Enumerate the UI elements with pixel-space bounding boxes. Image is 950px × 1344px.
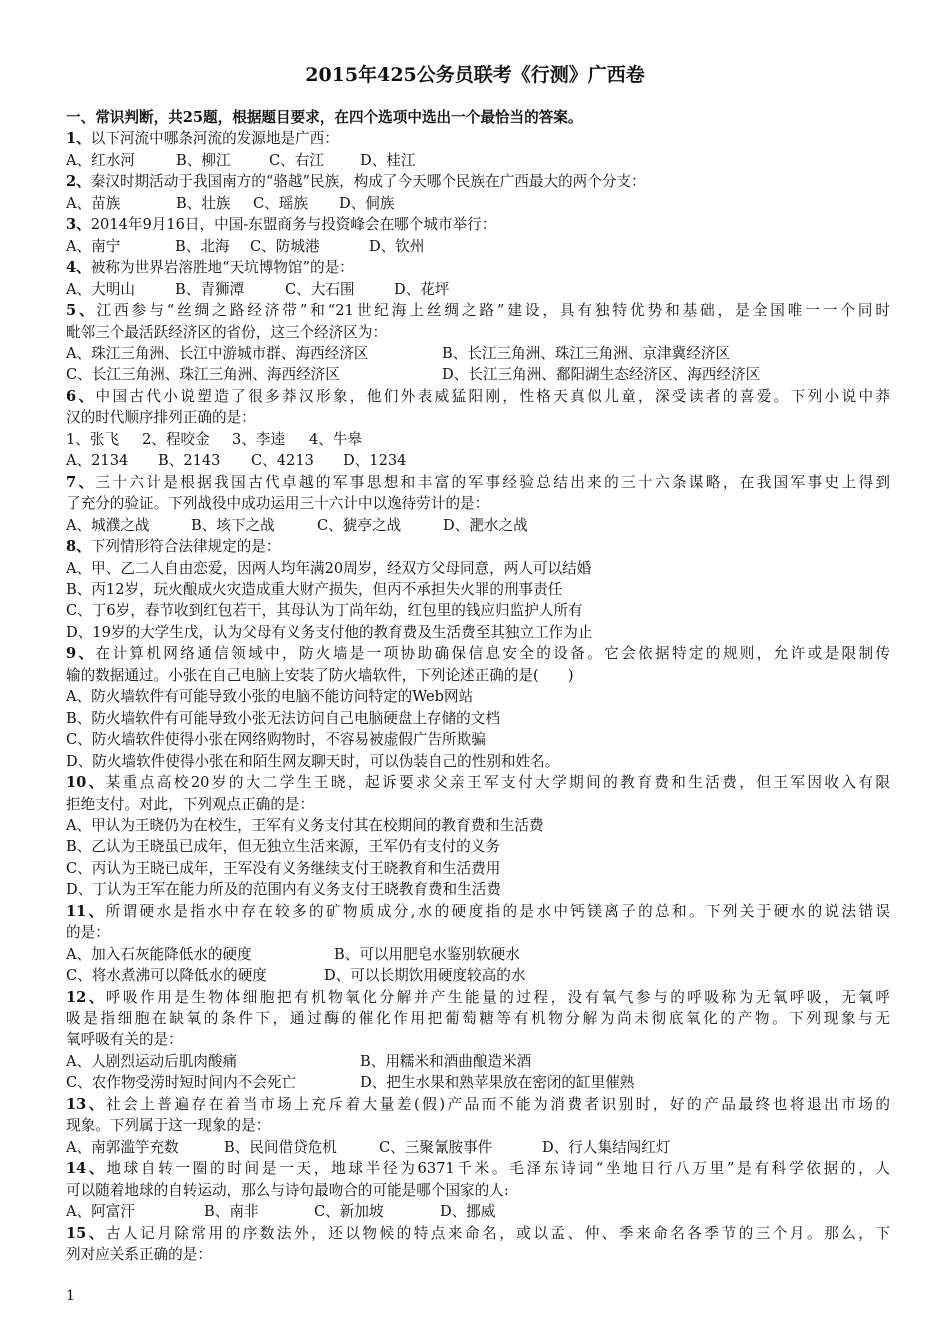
option-c: C、防城港: [250, 237, 320, 255]
option-b: B、长江三角洲、珠江三角洲、京津冀经济区: [442, 344, 731, 362]
option-a: A、城濮之战: [66, 516, 150, 534]
option-b: B、2143: [158, 452, 221, 470]
option-a: A、甲、乙二人自由恋爱，因两人均年满20周岁，经双方父母同意，两人可以结婚: [66, 559, 592, 577]
option-b: B、北海: [175, 237, 230, 255]
option-d: D、钦州: [369, 237, 425, 255]
section-heading: 一、常识判断，共25题，根据题目要求，在四个选项中选出一个最恰当的答案。: [66, 109, 583, 126]
question-12-stem-cont2: 氧呼吸有关的是：: [66, 1031, 183, 1049]
question-13-options: [66, 1137, 890, 1158]
option-c: C、大石围: [285, 280, 355, 298]
question-11-stem: 11、所谓硬水是指水中存在较多的矿物质成分,水的硬度指的是水中钙镁离子的总和。下列关于硬水的说法错误: [66, 902, 890, 920]
question-11-options-row2: [66, 965, 890, 986]
question-4-stem: 4、被称为世界岩溶胜地“天坑博物馆”的是：: [66, 259, 354, 277]
option-b: B、丙12岁，玩火酿成火灾造成重大财产损失，但丙不承担失火罪的刑事责任: [66, 580, 563, 598]
option-d: D、1234: [343, 452, 407, 470]
option-b: B、可以用肥皂水鉴别软硬水: [334, 945, 520, 963]
option-d: D、侗族: [339, 194, 395, 212]
question-14-stem-cont: 可以随着地球的自转运动，那么与诗句最吻合的可能是哪个国家的人:: [66, 1181, 509, 1199]
option-d: D、可以长期饮用硬度较高的水: [324, 967, 526, 985]
question-9-stem: 9、在计算机网络通信领域中，防火墙是一项协助确保信息安全的设备。它会依据特定的规则，允许或是限制传: [66, 645, 890, 663]
option-c: C、长江三角洲、珠江三角洲、海西经济区: [66, 366, 340, 384]
question-15-stem: 15、古人记月除常用的序数法外，还以物候的特点来命名，或以孟、仲、季来命名各季节的三个月。那么，下: [66, 1224, 890, 1242]
option-d: D、把生水果和熟苹果放在密闭的缸里催熟: [360, 1074, 635, 1092]
question-14-stem: 14、地球自转一圈的时间是一天，地球半径为6371千米。毛泽东诗词“坐地日行八万里”是有科学依据的，人: [66, 1160, 890, 1178]
option-c: C、瑶族: [253, 194, 308, 212]
question-3-stem: 3、2014年9月16日，中国-东盟商务与投资峰会在哪个城市举行：: [66, 216, 497, 234]
option-a: A、南郭滥竽充数: [66, 1138, 179, 1156]
option-d: D、19岁的大学生戊，认为父母有义务支付他的教育费及生活费至其独立工作为止: [66, 623, 593, 641]
option-c: C、新加坡: [314, 1203, 384, 1221]
option-c: C、4213: [251, 452, 314, 470]
question-12-stem: 12、呼吸作用是生物体细胞把有机物氧化分解并产生能量的过程，没有氧气参与的呼吸称为无氧呼吸，无氧呼: [66, 988, 890, 1006]
option-c: C、丙认为王晓已成年，王军没有义务继续支付王晓教育和生活费用: [66, 859, 501, 877]
document-title: 2015年425公务员联考《行测》广西卷: [305, 64, 645, 86]
option-c: C、将水煮沸可以降低水的硬度: [66, 967, 267, 985]
question-5-options-row2: [66, 364, 890, 385]
option-a: A、苗族: [66, 194, 121, 212]
option-d: D、花坪: [394, 280, 450, 298]
question-11-options-row1: [66, 944, 890, 965]
question-6-stem-cont: 汉的时代顺序排列正确的是：: [66, 409, 256, 427]
question-7-stem: 7、三十六计是根据我国古代卓越的军事思想和丰富的军事经验总结出来的三十六条谋略，在我国军事史上得到: [66, 473, 890, 491]
question-15-stem-cont: 列对应关系正确的是：: [66, 1246, 212, 1264]
option-a: A、南宁: [66, 237, 121, 255]
option-c: C、防火墙软件使得小张在网络购物时，不容易被虚假广告所欺骗: [66, 731, 486, 749]
option-c: C、三聚氰胺事件: [379, 1138, 493, 1156]
option-a: A、大明山: [66, 280, 135, 298]
option-b: B、垓下之战: [191, 516, 275, 534]
option-a: A、阿富汗: [66, 1203, 135, 1221]
option-b: B、柳江: [176, 151, 231, 169]
question-10-stem-cont: 拒绝支付。对此，下列观点正确的是：: [66, 795, 315, 813]
option-b: B、防火墙软件有可能导致小张无法访问自己电脑硬盘上存储的文档: [66, 709, 500, 727]
question-12-options-row2: [66, 1072, 890, 1093]
option-b: B、用糯米和酒曲酿造米酒: [360, 1052, 532, 1070]
question-13-stem-cont: 现象。下列属于这一现象的是：: [66, 1117, 271, 1135]
option-a: A、防火墙软件有可能导致小张的电脑不能访问特定的Web网站: [66, 688, 474, 706]
question-11-stem-cont: 的是：: [66, 924, 110, 942]
question-7-stem-cont: 了充分的验证。下列战役中成功运用三十六计中以逸待劳计的是：: [66, 495, 490, 513]
question-2-options: [66, 193, 890, 214]
question-14-options: [66, 1201, 890, 1222]
option-a: A、人剧烈运动后肌肉酸痛: [66, 1052, 238, 1070]
option-b: B、南非: [204, 1203, 259, 1221]
option-d: D、桂江: [360, 151, 416, 169]
question-5-stem: 5、江西参与“丝绸之路经济带”和“21世纪海上丝绸之路”建设，具有独特优势和基础，是全国唯一一个同时: [66, 302, 890, 320]
question-13-stem: 13、社会上普遍存在着当市场上充斥着大量差(假)产品而不能为消费者识别时，好的产品最终也将退出市场的: [66, 1095, 890, 1113]
question-10-stem: 10、某重点高校20岁的大二学生王晓，起诉要求父亲王军支付大学期间的教育费和生活费，但王军因收入有限: [66, 774, 890, 792]
question-1-options: [66, 150, 890, 171]
option-d: D、长江三角洲、鄱阳湖生态经济区、海西经济区: [442, 366, 761, 384]
option-c: C、右江: [269, 151, 324, 169]
option-c: C、农作物受涝时短时间内不会死亡: [66, 1074, 297, 1092]
question-6-items: [66, 429, 890, 450]
question-12-options-row1: [66, 1051, 890, 1072]
question-5-stem-cont: 毗邻三个最活跃经济区的省份，这三个经济区为：: [66, 323, 388, 341]
question-3-options: [66, 236, 890, 257]
option-c: C、猇亭之战: [317, 516, 402, 534]
question-5-options-row1: [66, 343, 890, 364]
question-1-stem: 1、以下河流中哪条河流的发源地是广西：: [66, 130, 339, 148]
item-1: 1、张飞: [66, 430, 120, 448]
question-2-stem: 2、秦汉时期活动于我国南方的“骆越”民族，构成了今天哪个民族在广西最大的两个分支：: [66, 173, 646, 191]
question-6-stem: 6、中国古代小说塑造了很多莽汉形象，他们外表威猛阳刚，性格天真似儿童，深受读者的喜爱。下列小说中莽: [66, 387, 890, 405]
item-3: 3、李逵: [232, 430, 286, 448]
option-d: D、防火墙软件使得小张在和陌生网友聊天时，可以伪装自己的性别和姓名。: [66, 752, 560, 770]
option-a: A、红水河: [66, 151, 135, 169]
option-d: D、挪威: [440, 1203, 496, 1221]
option-d: D、行人集结闯红灯: [542, 1138, 671, 1156]
question-9-stem-cont: 输的数据通过。小张在自己电脑上安装了防火墙软件，下列论述正确的是( ): [66, 666, 574, 684]
option-c: C、丁6岁，春节收到红包若干，其母认为丁尚年幼，红包里的钱应归监护人所有: [66, 602, 583, 620]
option-b: B、青狮潭: [175, 280, 245, 298]
option-a: A、珠江三角洲、长江中游城市群、海西经济区: [66, 344, 369, 362]
page-number: 1: [66, 1288, 75, 1304]
option-b: B、乙认为王晓虽已成年，但无独立生活来源，王军仍有支付的义务: [66, 838, 500, 856]
question-8-stem: 8、下列情形符合法律规定的是：: [66, 538, 281, 556]
question-body: [66, 107, 890, 1265]
option-a: A、2134: [66, 452, 129, 470]
option-a: A、加入石灰能降低水的硬度: [66, 945, 252, 963]
question-7-options: [66, 515, 890, 536]
option-d: D、淝水之战: [443, 516, 528, 534]
option-b: B、壮族: [176, 194, 231, 212]
question-12-stem-cont: 吸是指细胞在缺氧的条件下，通过酶的催化作用把葡萄糖等有机物分解为尚未彻底氧化的产物。下列现象与无: [66, 1010, 890, 1028]
option-b: B、民间借贷危机: [224, 1138, 337, 1156]
question-6-options: [66, 450, 890, 471]
question-4-options: [66, 279, 890, 300]
option-a: A、甲认为王晓仍为在校生，王军有义务支付其在校期间的教育费和生活费: [66, 816, 544, 834]
option-d: D、丁认为王军在能力所及的范围内有义务支付王晓教育费和生活费: [66, 881, 501, 899]
item-4: 4、牛皋: [309, 430, 363, 448]
item-2: 2、程咬金: [142, 430, 210, 448]
